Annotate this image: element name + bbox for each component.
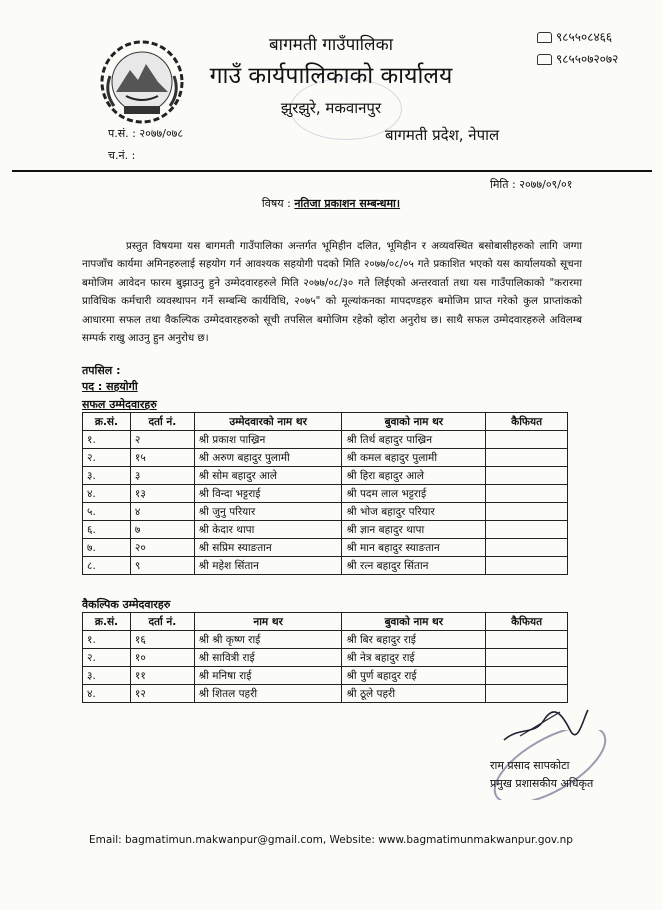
cell: श्री मान बहादुर स्याङतान xyxy=(342,539,486,557)
cell: ३. xyxy=(83,667,131,685)
cell: श्री तिर्थ बहादुर पाख्रिन xyxy=(342,431,486,449)
table-row xyxy=(83,539,568,557)
cell: ९ xyxy=(130,557,194,575)
office-name: गाउँ कार्यपालिकाको कार्यालय xyxy=(209,63,453,89)
alternate-title: वैकल्पिक उम्मेदवारहरु xyxy=(82,598,171,611)
cell: २० xyxy=(130,539,194,557)
col-header: कैफियत xyxy=(486,613,568,631)
header-divider xyxy=(12,170,652,172)
cell: श्री मनिषा राई xyxy=(194,667,342,685)
cell: श्री नेत्र बहादुर राई xyxy=(342,649,486,667)
col-header: क्र.सं. xyxy=(83,413,131,431)
official-stamp xyxy=(480,730,620,800)
dispatch-number: च.नं. : xyxy=(108,149,136,162)
cell: श्री सप्रिम स्याङतान xyxy=(194,539,342,557)
col-header: दर्ता नं. xyxy=(130,613,194,631)
table-row xyxy=(83,503,568,521)
cell: ४ xyxy=(130,503,194,521)
cell: श्री ठूले पहरी xyxy=(342,685,486,703)
cell: १५ xyxy=(130,449,194,467)
cell: श्री सावित्री राई xyxy=(194,649,342,667)
cell xyxy=(486,503,568,521)
cell: श्री भोज बहादुर परियार xyxy=(342,503,486,521)
cell: २ xyxy=(130,431,194,449)
office-seal-stamp xyxy=(290,78,402,140)
phone-icon xyxy=(537,54,552,65)
cell: श्री केदार थापा xyxy=(194,521,342,539)
cell: ३ xyxy=(130,467,194,485)
cell xyxy=(486,685,568,703)
body-paragraph: प्रस्तुत विषयमा यस बागमती गाउँपालिका अन्तर्गत भूमिहीन दलित, भूमिहीन र अव्यवस्थित बसोबासीहरुको लागि जग्गा नापजाँच कार्यमा अमिनहरुलाई सहयोग गर्न आवश्यक सहयोगी पदको मिति २०७७/०८/०५ गते प्रकाशित भएको यस कार्यालयको सूचना बमोजिम आवेदन फारम बुझाउनु हुने उम्मेदवारहरुले मिति २०७७/०८/३० गते लिईएको अन्तरवार्ता तथा यस गाउँपालिकाको "करारमा प्राविधिक कर्मचारी व्यवस्थापन गर्ने सम्बन्धि कार्यविधि, २०७५" को मूल्यांकनका मापदण्डहरु बमोजिम प्राप्त गरेको कुल प्राप्तांकको आधारमा सफल तथा वैकल्पिक उम्मेदवारहरुको सूची तपसिल बमोजिम रहेको व्होरा अनुरोध छ। साथै सफल उम्मेदवारहरुले अविलम्ब सम्पर्क राखु आउनु हुन अनुरोध छ। xyxy=(82,240,582,345)
cell xyxy=(486,631,568,649)
table-row xyxy=(83,449,568,467)
cell: ७ xyxy=(130,521,194,539)
table-header-row xyxy=(83,413,568,431)
tapsil-label: तपसिल : xyxy=(82,364,121,377)
cell: २. xyxy=(83,449,131,467)
table-row xyxy=(83,649,568,667)
cell: ४. xyxy=(83,685,131,703)
cell: श्री प्रकाश पाख्रिन xyxy=(194,431,342,449)
table-row xyxy=(83,557,568,575)
alternate-table xyxy=(82,612,568,703)
cell: श्री ज्ञान बहादुर थापा xyxy=(342,521,486,539)
col-header: उम्मेदवारको नाम थर xyxy=(194,413,342,431)
phone-line-1 xyxy=(537,28,612,45)
cell: १. xyxy=(83,631,131,649)
phone-line-2 xyxy=(537,50,618,67)
table-row xyxy=(83,467,568,485)
col-header: बुवाको नाम थर xyxy=(342,613,486,631)
cell: १२ xyxy=(130,685,194,703)
cell: ५. xyxy=(83,503,131,521)
signatory-title: प्रमुख प्रशासकीय अधिकृत xyxy=(490,777,594,790)
contact-footer: Email: bagmatimun.makwanpur@gmail.com, Website: www.bagmatimunmakwanpur.gov.np xyxy=(89,834,573,846)
cell: ३. xyxy=(83,467,131,485)
successful-table xyxy=(82,412,568,575)
letter-date: मिति : २०७७/०९/०१ xyxy=(490,178,573,191)
col-header: कैफियत xyxy=(486,413,568,431)
cell: ११ xyxy=(130,667,194,685)
cell xyxy=(486,539,568,557)
cell xyxy=(486,449,568,467)
reference-number: प.सं. : २०७७/०७८ xyxy=(108,127,184,140)
cell: श्री पुर्ण बहादुर राई xyxy=(342,667,486,685)
cell: श्री विन्दा भट्टराई xyxy=(194,485,342,503)
table-row xyxy=(83,485,568,503)
table-row xyxy=(83,667,568,685)
office-address: झुरझुरे, मकवानपुर xyxy=(280,99,382,117)
cell xyxy=(486,521,568,539)
post-label: पद : सहयोगी xyxy=(82,380,138,393)
cell: श्री बिर बहादुर राई xyxy=(342,631,486,649)
phone-number: ९८५५०७२०७२ xyxy=(556,52,619,66)
col-header: बुवाको नाम थर xyxy=(342,413,486,431)
cell xyxy=(486,667,568,685)
successful-title: सफल उम्मेदवारहरु xyxy=(82,398,157,411)
cell xyxy=(486,485,568,503)
cell: ६. xyxy=(83,521,131,539)
col-header: दर्ता नं. xyxy=(130,413,194,431)
subject-label: विषय : xyxy=(261,197,291,210)
table-header-row xyxy=(83,613,568,631)
cell xyxy=(486,431,568,449)
cell: श्री रत्न बहादुर सिंतान xyxy=(342,557,486,575)
cell: श्री अरुण बहादुर पुलामी xyxy=(194,449,342,467)
cell: श्री जुनु परियार xyxy=(194,503,342,521)
phone-number: ९८५५०८४६६ xyxy=(556,30,613,44)
cell: १० xyxy=(130,649,194,667)
cell: श्री कमल बहादुर पुलामी xyxy=(342,449,486,467)
table-row xyxy=(83,631,568,649)
cell: ७. xyxy=(83,539,131,557)
cell: १३ xyxy=(130,485,194,503)
phone-icon xyxy=(537,32,552,43)
signatory-name: राम प्रसाद सापकोटा xyxy=(490,759,570,772)
cell: ८. xyxy=(83,557,131,575)
table-row xyxy=(83,685,568,703)
org-name: बागमती गाउँपालिका xyxy=(268,35,394,55)
cell: श्री हिरा बहादुर आले xyxy=(342,467,486,485)
cell: १. xyxy=(83,431,131,449)
table-row xyxy=(83,521,568,539)
cell xyxy=(486,649,568,667)
cell: १६ xyxy=(130,631,194,649)
cell: श्री महेश सिंतान xyxy=(194,557,342,575)
subject-text: नतिजा प्रकाशन सम्बन्धमा। xyxy=(294,197,401,210)
cell xyxy=(486,467,568,485)
col-header: क्र.सं. xyxy=(83,613,131,631)
cell: श्री पदम लाल भट्टराई xyxy=(342,485,486,503)
cell xyxy=(486,557,568,575)
table-row xyxy=(83,431,568,449)
cell: २. xyxy=(83,649,131,667)
cell: ४. xyxy=(83,485,131,503)
col-header: नाम थर xyxy=(194,613,342,631)
cell: श्री शितल पहरी xyxy=(194,685,342,703)
cell: श्री श्री कृष्ण राई xyxy=(194,631,342,649)
cell: श्री सोम बहादुर आले xyxy=(194,467,342,485)
subject-line xyxy=(0,196,662,211)
province-name: बागमती प्रदेश, नेपाल xyxy=(385,126,500,144)
